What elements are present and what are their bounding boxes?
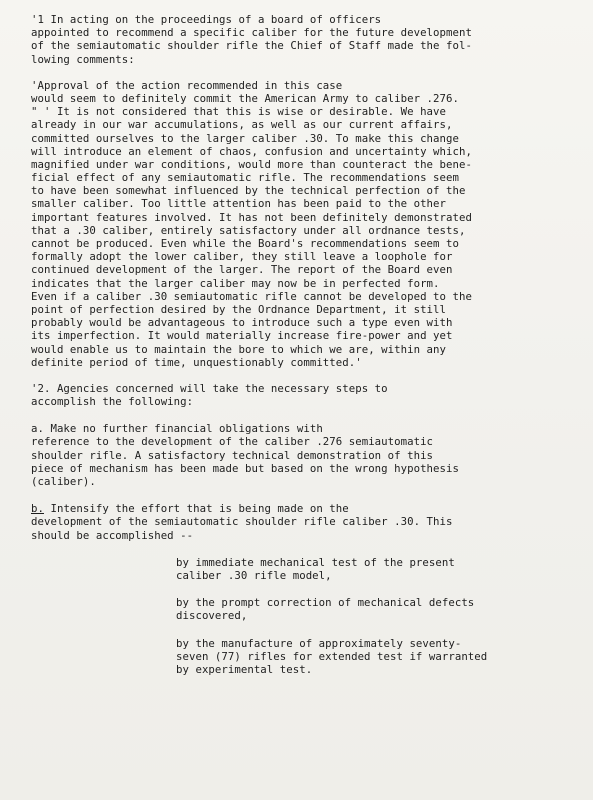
item-a [31, 422, 573, 488]
paragraph-1 [31, 13, 573, 66]
text-line: to have been somewhat influenced by the technical perfection of the [31, 184, 466, 198]
text-line: by experimental test. [176, 662, 313, 676]
text-line: definite period of time, unquestionably committed.' [31, 355, 362, 369]
text-line: important features involved. It has not been definitely demonstrated [31, 210, 472, 224]
text-line: 'Approval of the action recommended in this case [31, 78, 343, 92]
text-line: appointed to recommend a specific caliber for the future development [31, 26, 472, 40]
item-b [31, 502, 573, 542]
text-line: will introduce an element of chaos, confusion and uncertainty which, [31, 144, 472, 158]
text-line: reference to the development of the caliber .276 semiautomatic [31, 435, 434, 449]
text-line: continued development of the larger. The report of the Board even [31, 263, 453, 277]
text-line: that a .30 caliber, entirely satisfactory under all ordnance tests, [31, 223, 466, 237]
text-line: development of the semiautomatic shoulder rifle caliber .30. This [31, 515, 453, 529]
text-line: cannot be produced. Even while the Board's recommendations seem to [31, 237, 459, 250]
text-line: (caliber). [31, 475, 96, 488]
text-line: smaller caliber. Too little attention has been paid to the other [31, 197, 447, 211]
text-line: committed ourselves to the larger caliber .30. To make this change [31, 131, 459, 145]
text-line: accomplish the following: [31, 395, 194, 409]
text-line: by the prompt correction of mechanical defects [176, 596, 475, 610]
text-line: Even if a caliber .30 semiautomatic rifle cannot be developed to the [31, 289, 472, 303]
text-line: by the manufacture of approximately seventy- [176, 636, 462, 650]
item-b-label: b. [31, 502, 44, 516]
text-line: already in our war accumulations, as well as our current affairs, [31, 118, 453, 132]
sub-item-1 [176, 556, 573, 582]
text-line: its imperfection. It would materially increase fire-power and yet [31, 329, 453, 343]
text-line: lowing comments: [31, 52, 135, 66]
text-line: formally adopt the lower caliber, they still leave a loophole for [31, 250, 453, 264]
text-line: by immediate mechanical test of the present [176, 555, 455, 569]
text-line: point of perfection desired by the Ordnance Department, it still [31, 302, 447, 316]
text-line: seven (77) rifles for extended test if warranted [176, 649, 488, 663]
text-line: discovered, [176, 609, 248, 623]
text-line: shoulder rifle. A satisfactory technical demonstration of this [31, 448, 434, 462]
text-line: magnified under war conditions, would more than counteract the bene- [31, 157, 472, 171]
text-line: a. Make no further financial obligations with [31, 422, 323, 436]
text-line: ficial effect of any semiautomatic rifle. The recommendations seem [31, 171, 459, 185]
text-line: of the semiautomatic shoulder rifle the Chief of Staff made the fol- [31, 39, 472, 53]
item-b-first-line: Intensify the effort that is being made on the [43, 502, 349, 516]
text-line: probably would be advantageous to introduce such a type even with [31, 316, 453, 330]
text-line: would enable us to maintain the bore to which we are, within any [31, 342, 447, 356]
paragraph-2 [31, 382, 573, 408]
text-line: piece of mechanism has been made but based on the wrong hypothesis [31, 461, 459, 475]
text-line: indicates that the larger caliber may now be in perfected form. [31, 276, 440, 290]
text-line: " ' It is not considered that this is wise or desirable. We have [31, 105, 447, 119]
text-line: caliber .30 rifle model, [176, 568, 332, 582]
chief-of-staff-quote [31, 79, 573, 369]
text-line [31, 502, 573, 515]
text-line: '1 In acting on the proceedings of a board of officers [31, 13, 382, 26]
text-line: '2. Agencies concerned will take the necessary steps to [31, 381, 388, 395]
text-line: would seem to definitely commit the American Army to caliber .276. [31, 91, 459, 105]
text-line: should be accomplished -- [31, 528, 194, 542]
sub-item-2 [176, 596, 573, 622]
sub-item-3 [176, 637, 573, 677]
